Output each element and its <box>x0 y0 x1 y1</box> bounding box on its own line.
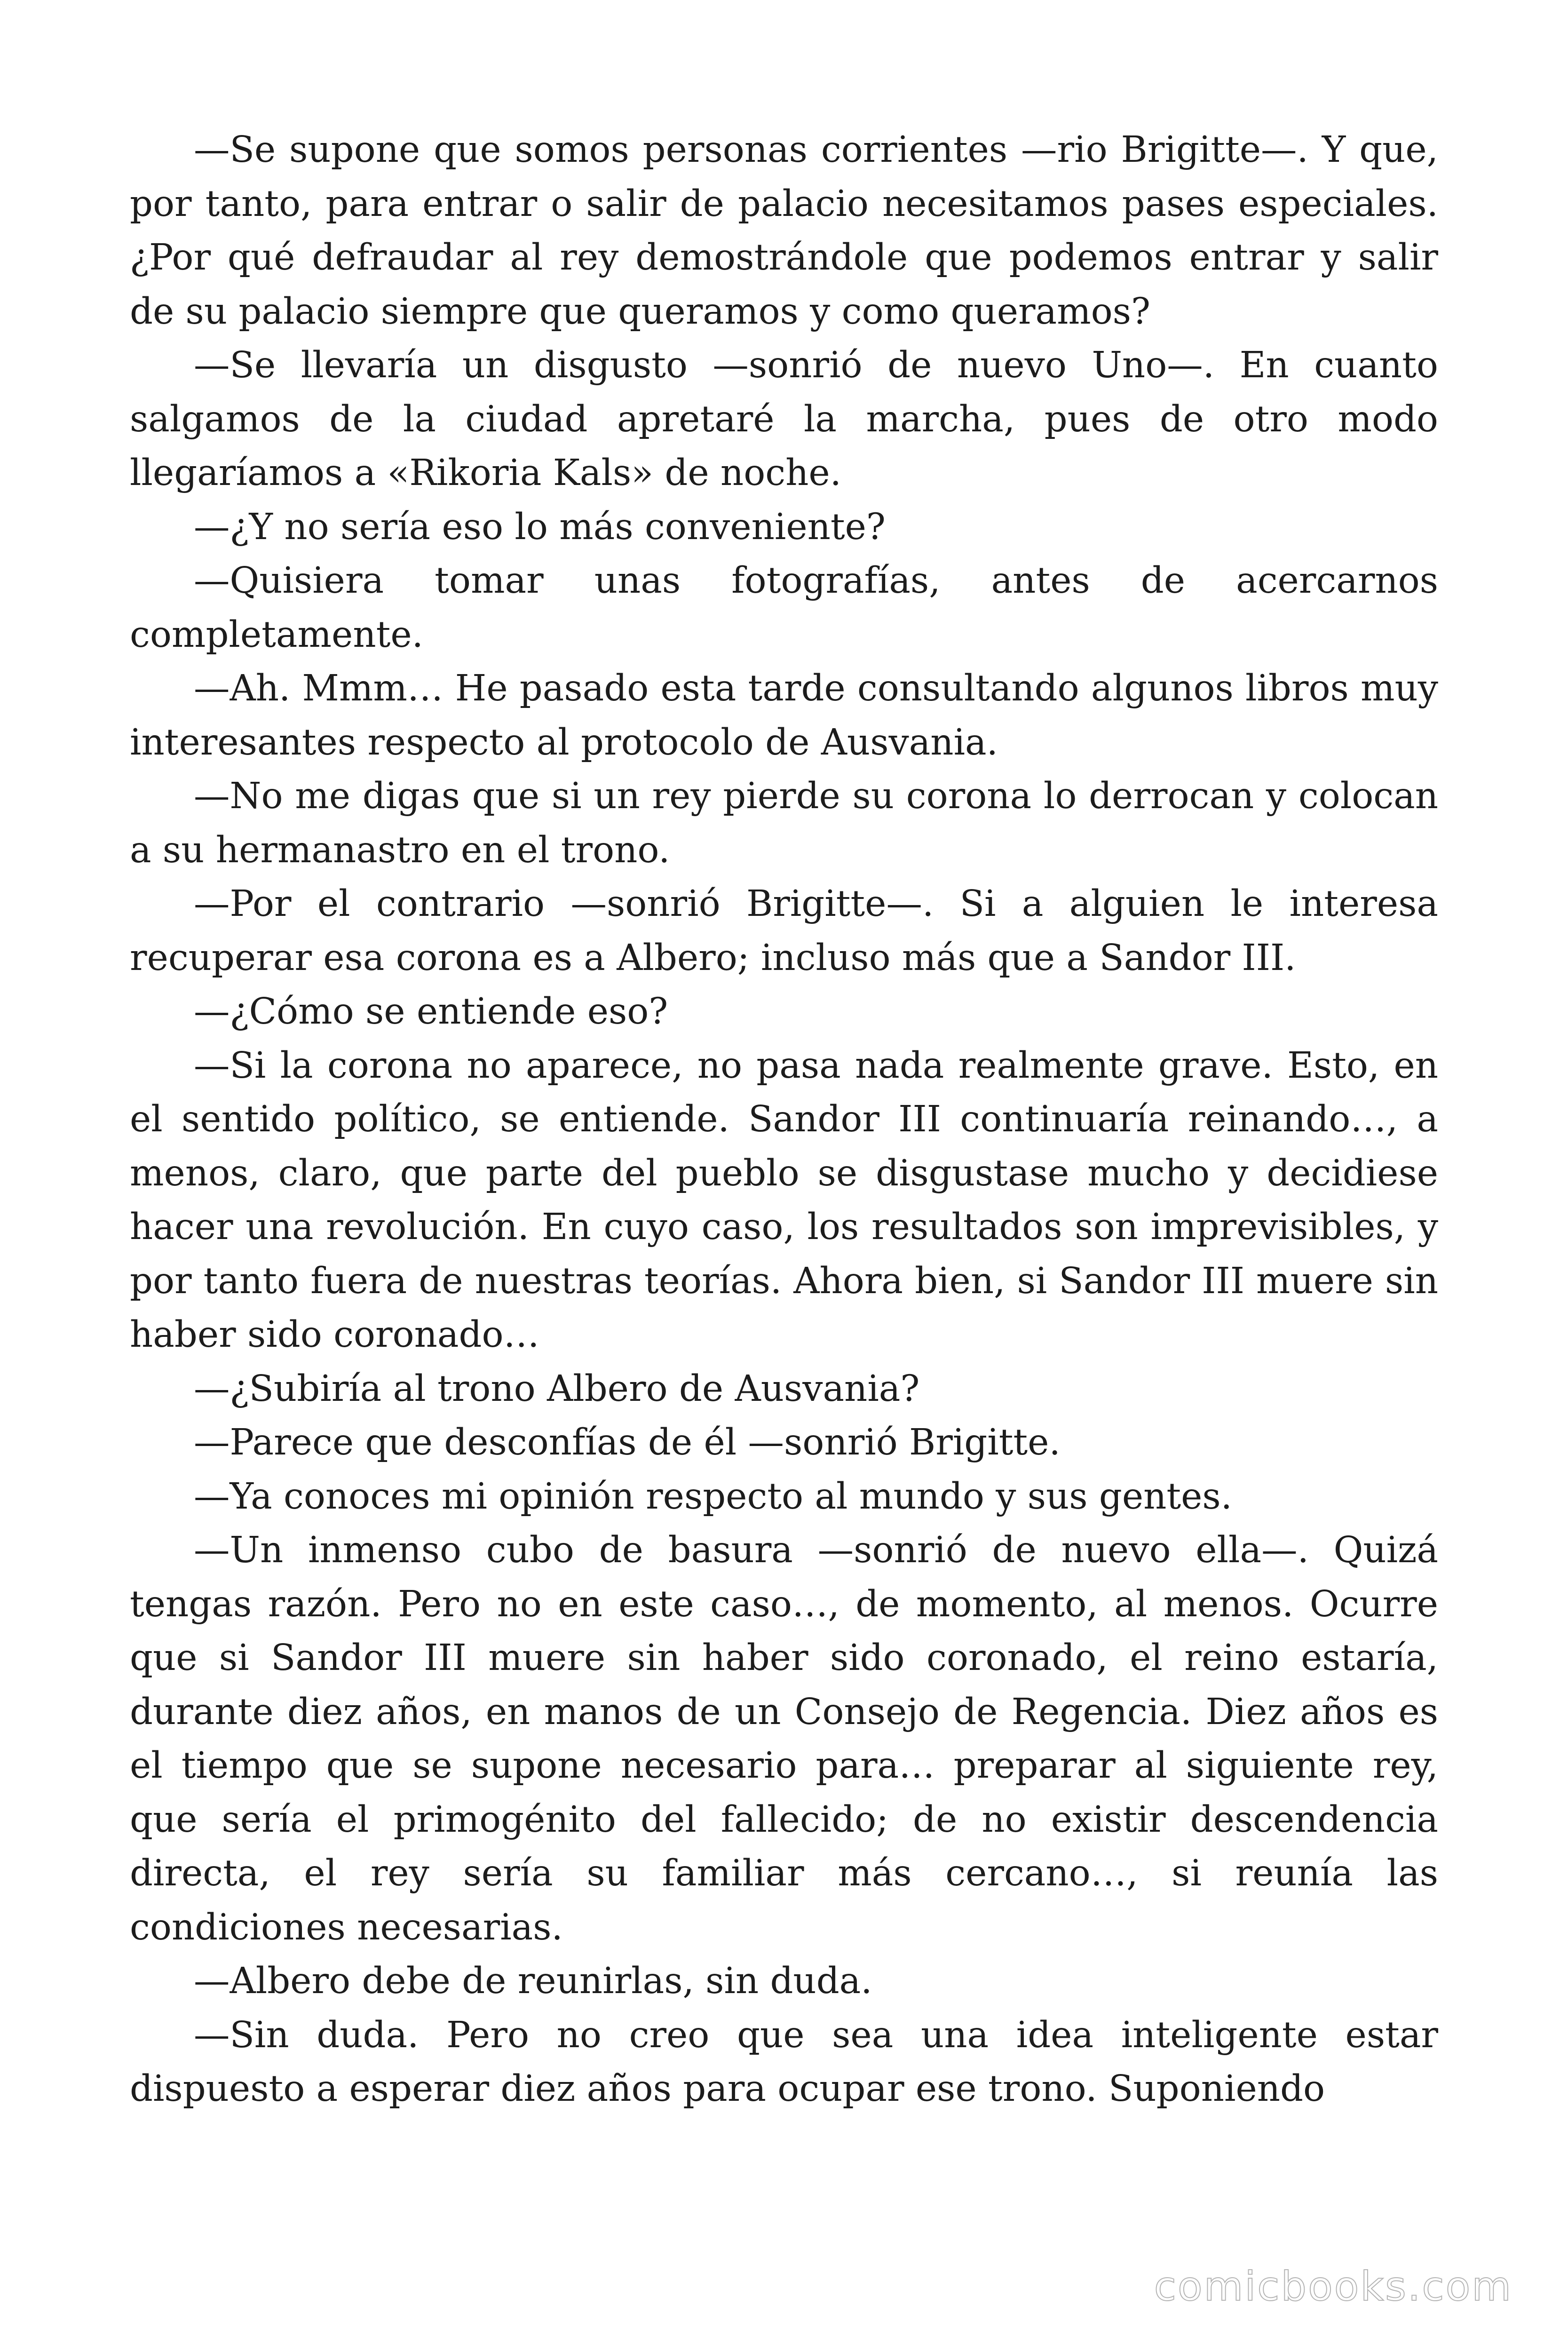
paragraph: —¿Cómo se entiende eso? <box>194 991 668 1033</box>
paragraph: —No me digas que si un rey pierde su corona lo derrocan y colocan a su hermanastro en el trono. <box>130 775 1438 871</box>
paragraph: —Parece que desconfías de él —sonrió Brigitte. <box>194 1422 1061 1463</box>
paragraph: —¿Y no sería eso lo más conveniente? <box>194 506 886 548</box>
paragraph: —Por el contrario —sonrió Brigitte—. Si a alguien le interesa recuperar esa corona es a Albero; incluso más que a Sandor III. <box>130 883 1438 979</box>
paragraph: —Si la corona no aparece, no pasa nada realmente grave. Esto, en el sentido político, se entiende. Sandor III continuaría reinando…, a menos, claro, que parte del pueblo se disgustase mucho y decidiese hacer una revolución. En cuyo caso, los resultados son imprevisibles, y por tanto fuera de nuestras teorías. Ahora bien, si Sandor III muere sin haber sido coronado… <box>130 1044 1438 1356</box>
paragraph: —Quisiera tomar unas fotografías, antes de acercarnos completamente. <box>130 560 1438 656</box>
paragraph: —Ah. Mmm… He pasado esta tarde consultando algunos libros muy interesantes respecto al protocolo de Ausvania. <box>130 667 1438 763</box>
paragraph: —Ya conoces mi opinión respecto al mundo y sus gentes. <box>194 1475 1232 1518</box>
paragraph: —Se supone que somos personas corrientes —rio Brigitte—. Y que, por tanto, para entrar o salir de palacio necesitamos pases especiales. ¿Por qué defraudar al rey demostrándole que podemos entrar y salir de su palacio siempre que queramos y como queramos? <box>130 129 1438 333</box>
paragraph: —¿Subiría al trono Albero de Ausvania? <box>194 1367 920 1410</box>
paragraph: —Albero debe de reunirlas, sin duda. <box>194 1960 872 2002</box>
body-text <box>130 123 1438 2116</box>
paragraph: —Se llevaría un disgusto —sonrió de nuevo Uno—. En cuanto salgamos de la ciudad apretaré la marcha, pues de otro modo llegaríamos a «Rikoria Kals» de noche. <box>130 344 1438 494</box>
paragraph: —Sin duda. Pero no creo que sea una idea inteligente estar dispuesto a esperar diez años para ocupar ese trono. Suponiendo <box>130 2014 1438 2110</box>
paragraph: —Un inmenso cubo de basura —sonrió de nuevo ella—. Quizá tengas razón. Pero no en este caso…, de momento, al menos. Ocurre que si Sandor III muere sin haber sido coronado, el reino estaría, durante diez años, en manos de un Consejo de Regencia. Diez años es el tiempo que se supone necesario para… preparar al siguiente rey, que sería el primogénito del fallecido; de no existir descendencia directa, el rey sería su familiar más cercano…, si reunía las condiciones necesarias. <box>130 1529 1438 1948</box>
watermark: comicbooks.com <box>1154 2263 1513 2310</box>
